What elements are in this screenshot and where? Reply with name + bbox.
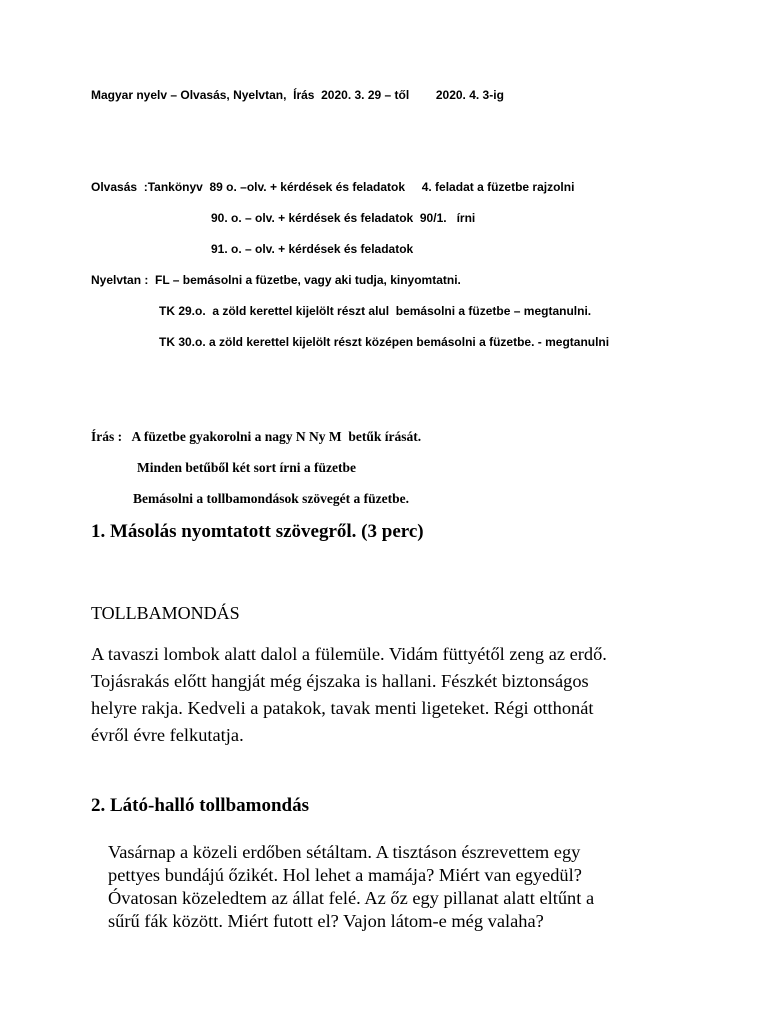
section2-line: pettyes bundájú őzikét. Hol lehet a mamája? Miért van egyedül? [108, 865, 582, 885]
nyelvtan-line-1: Nyelvtan : FL – bemásolni a füzetbe, vagy aki tudja, kinyomtatni. [91, 273, 461, 287]
section1-text [91, 641, 607, 749]
section1-heading: 1. Másolás nyomtatott szövegről. (3 perc) [91, 521, 424, 542]
section1-line: Tojásrakás előtt hangját még éjszaka is hallani. Fészkét biztonságos [91, 671, 589, 691]
olvasas-line-3: 91. o. – olv. + kérdések és feladatok [211, 242, 414, 256]
section2-line: sűrű fák között. Miért futott el? Vajon látom-e még valaha? [108, 911, 544, 931]
olvasas-line-2: 90. o. – olv. + kérdések és feladatok 90/1. írni [211, 211, 476, 225]
section1-line: évről évre felkutatja. [91, 725, 244, 745]
section1-line: helyre rakja. Kedveli a patakok, tavak menti ligeteket. Régi otthonát [91, 698, 594, 718]
header-line: Magyar nyelv – Olvasás, Nyelvtan, Írás 2020. 3. 29 – től 2020. 4. 3-ig [91, 88, 504, 102]
nyelvtan-line-3: TK 30.o. a zöld kerettel kijelölt részt középen bemásolni a füzetbe. - megtanulni [159, 335, 610, 349]
section2-text [108, 841, 594, 933]
section1-line: A tavaszi lombok alatt dalol a fülemüle. Vidám füttyétől zeng az erdő. [91, 644, 607, 664]
section2-line: Óvatosan közeledtem az állat felé. Az őz egy pillanat alatt eltűnt a [108, 888, 595, 908]
olvasas-line-1: Olvasás :Tankönyv 89 o. –olv. + kérdések és feladatok 4. feladat a füzetbe rajzolni [91, 180, 575, 194]
iras-line-3: Bemásolni a tollbamondások szövegét a füzetbe. [133, 491, 409, 506]
nyelvtan-line-2: TK 29.o. a zöld kerettel kijelölt részt alul bemásolni a füzetbe – megtanulni. [159, 304, 592, 318]
section2-line: Vasárnap a közeli erdőben sétáltam. A tisztáson észrevettem egy [108, 842, 581, 862]
section1-title: TOLLBAMONDÁS [91, 603, 240, 623]
section2-heading: 2. Látó-halló tollbamondás [91, 795, 310, 816]
iras-line-1: Írás : A füzetbe gyakorolni a nagy N Ny M betűk írását. [91, 429, 422, 444]
iras-line-2: Minden betűből két sort írni a füzetbe [137, 460, 356, 475]
